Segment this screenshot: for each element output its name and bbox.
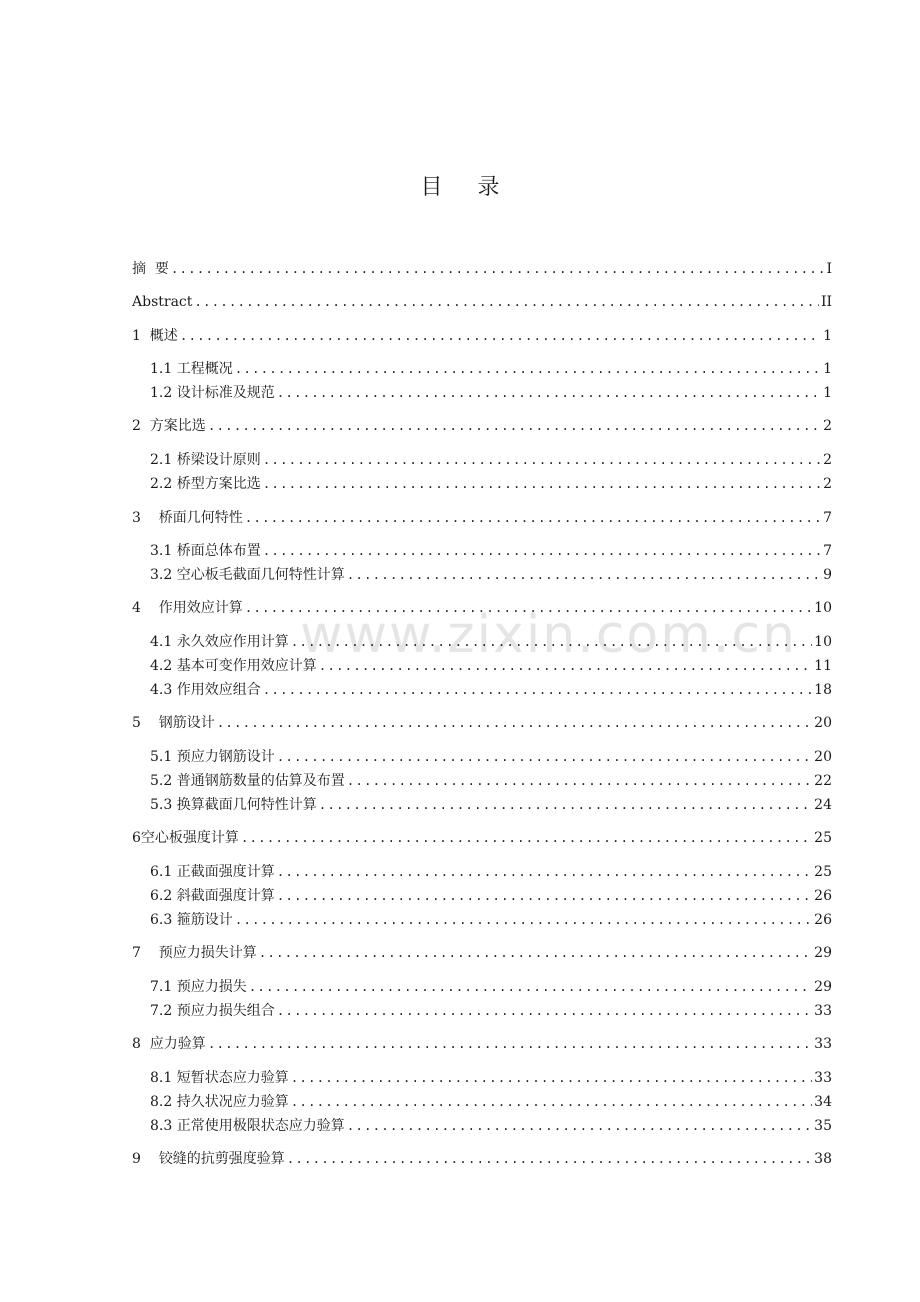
toc-dot-leader: [291, 1067, 812, 1089]
toc-entry-page: 29: [814, 945, 832, 961]
toc-entry-label: 6空心板强度计算: [132, 830, 239, 846]
toc-entry-page: 26: [814, 888, 832, 904]
toc-dot-leader: [259, 942, 812, 964]
toc-entry-label: 2.1 桥梁设计原则: [150, 452, 261, 468]
toc-entry[interactable]: [132, 1033, 832, 1055]
toc-entry[interactable]: [150, 564, 832, 586]
toc-entry[interactable]: [150, 655, 832, 677]
toc-dot-leader: [319, 794, 812, 816]
toc-entry-label: 7.2 预应力损失组合: [150, 1003, 275, 1019]
toc-entry[interactable]: [150, 473, 832, 495]
toc-entry-label: 1 概述: [132, 328, 178, 344]
toc-dot-leader: [277, 1000, 812, 1022]
toc-entry-label: 4.3 作用效应组合: [150, 682, 261, 698]
toc-entry-label: 5 钢筋设计: [132, 715, 215, 731]
toc-dot-leader: [347, 1115, 812, 1137]
toc-entry[interactable]: [150, 358, 832, 380]
toc-entry-page: 10: [814, 600, 832, 616]
toc-dot-leader: [347, 770, 812, 792]
toc-entry-label: 8.3 正常使用极限状态应力验算: [150, 1118, 345, 1134]
toc-entry[interactable]: [150, 885, 832, 907]
toc-entry-page: 35: [814, 1118, 832, 1134]
toc-entry-page: 10: [814, 634, 832, 650]
toc-entry[interactable]: [132, 712, 832, 734]
toc-entry-page: 18: [814, 682, 832, 698]
toc-entry[interactable]: [150, 976, 832, 998]
toc-entry-label: 6.1 正截面强度计算: [150, 864, 275, 880]
toc-entry[interactable]: [150, 631, 832, 653]
toc-entry-label: 7 预应力损失计算: [132, 945, 257, 961]
toc-entry-page: 33: [814, 1070, 832, 1086]
toc-entry-label: 摘 要: [132, 261, 169, 277]
toc-entry[interactable]: [132, 507, 832, 529]
toc-entry[interactable]: [132, 325, 832, 347]
toc-entry-page: 1: [823, 328, 832, 344]
toc-entry-label: Abstract: [132, 294, 193, 310]
toc-entry-label: 3.2 空心板毛截面几何特性计算: [150, 567, 345, 583]
toc-dot-leader: [277, 382, 821, 404]
toc-entry[interactable]: [132, 597, 832, 619]
toc-entry-label: 1.1 工程概况: [150, 361, 233, 377]
toc-dot-leader: [319, 655, 812, 677]
toc-entry-page: 33: [814, 1003, 832, 1019]
toc-dot-leader: [208, 1033, 812, 1055]
toc-entry-page: 29: [814, 979, 832, 995]
toc-entry[interactable]: [150, 540, 832, 562]
toc-entry-page: 2: [823, 476, 832, 492]
toc-entry-page: 25: [814, 830, 832, 846]
toc-entry[interactable]: [150, 1091, 832, 1113]
toc-dot-leader: [180, 325, 821, 347]
toc-entry-page: 34: [814, 1094, 832, 1110]
toc-entry-label: 8 应力验算: [132, 1036, 206, 1052]
toc-entry-label: 4.1 永久效应作用计算: [150, 634, 289, 650]
toc-entry-label: 6.3 箍筋设计: [150, 912, 233, 928]
toc-entry-page: 2: [823, 452, 832, 468]
toc-entry-page: 33: [814, 1036, 832, 1052]
toc-entry-page: 11: [814, 658, 832, 674]
toc-dot-leader: [263, 540, 821, 562]
toc-entry[interactable]: [132, 258, 832, 280]
toc-entry-label: 5.1 预应力钢筋设计: [150, 749, 275, 765]
toc-entry-page: 2: [823, 418, 832, 434]
toc-entry-page: 24: [814, 797, 832, 813]
toc-entry-label: 2.2 桥型方案比选: [150, 476, 261, 492]
toc-entry-label: 1.2 设计标准及规范: [150, 385, 275, 401]
toc-entry-page: 20: [814, 749, 832, 765]
toc-entry-page: 25: [814, 864, 832, 880]
toc-entry[interactable]: [150, 770, 832, 792]
toc-entry-label: 2 方案比选: [132, 418, 206, 434]
toc-entry[interactable]: [132, 827, 832, 849]
toc-entry[interactable]: [150, 1067, 832, 1089]
toc-dot-leader: [263, 473, 821, 495]
toc-entry[interactable]: [132, 942, 832, 964]
toc-entry[interactable]: [132, 291, 832, 313]
toc-dot-leader: [245, 507, 821, 529]
toc-entry-label: 7.1 预应力损失: [150, 979, 247, 995]
toc-entry-page: 7: [823, 543, 832, 559]
toc-dot-leader: [347, 564, 821, 586]
toc-dot-leader: [291, 1091, 812, 1113]
toc-entry[interactable]: [150, 382, 832, 404]
toc-entry-page: 9: [823, 567, 832, 583]
toc-entry[interactable]: [150, 746, 832, 768]
toc-dot-leader: [217, 712, 812, 734]
toc-entry[interactable]: [150, 679, 832, 701]
watermark: www.zixin.com.cn: [300, 605, 797, 665]
toc-entry-page: 20: [814, 715, 832, 731]
toc-entry-page: 38: [814, 1151, 832, 1167]
toc-entry-label: 9 铰缝的抗剪强度验算: [132, 1151, 285, 1167]
toc-dot-leader: [241, 827, 812, 849]
toc-entry-page: 22: [814, 773, 832, 789]
toc-entry-label: 3 桥面几何特性: [132, 510, 243, 526]
toc-dot-leader: [208, 415, 821, 437]
toc-entry-label: 4.2 基本可变作用效应计算: [150, 658, 317, 674]
toc-dot-leader: [235, 909, 812, 931]
toc-entry-label: 5.3 换算截面几何特性计算: [150, 797, 317, 813]
toc-entry[interactable]: [150, 861, 832, 883]
toc-dot-leader: [171, 258, 825, 280]
toc-dot-leader: [194, 291, 819, 313]
toc-entry-page: 1: [823, 361, 832, 377]
toc-entry[interactable]: [150, 794, 832, 816]
page-title: 目 录: [420, 175, 514, 200]
toc-dot-leader: [245, 597, 812, 619]
toc-entry-label: 5.2 普通钢筋数量的估算及布置: [150, 773, 345, 789]
toc-dot-leader: [277, 746, 812, 768]
toc-entry[interactable]: [132, 1148, 832, 1170]
toc-dot-leader: [277, 885, 812, 907]
toc-entry-page: 26: [814, 912, 832, 928]
toc-entry[interactable]: [150, 449, 832, 471]
toc-entry-label: 8.1 短暂状态应力验算: [150, 1070, 289, 1086]
toc-entry-page: I: [826, 261, 832, 277]
toc-dot-leader: [235, 358, 821, 380]
toc-dot-leader: [287, 1148, 812, 1170]
toc-entry[interactable]: [150, 909, 832, 931]
toc-entry-page: II: [820, 294, 832, 310]
toc-dot-leader: [291, 631, 812, 653]
toc-entry-label: 6.2 斜截面强度计算: [150, 888, 275, 904]
toc-entry-label: 3.1 桥面总体布置: [150, 543, 261, 559]
toc-entry-label: 8.2 持久状况应力验算: [150, 1094, 289, 1110]
toc-entry[interactable]: [150, 1000, 832, 1022]
toc-entry[interactable]: [150, 1115, 832, 1137]
toc-entry[interactable]: [132, 415, 832, 437]
toc-dot-leader: [277, 861, 812, 883]
toc-entry-label: 4 作用效应计算: [132, 600, 243, 616]
toc-entry-page: 7: [823, 510, 832, 526]
toc-entry-page: 1: [823, 385, 832, 401]
toc-dot-leader: [263, 449, 821, 471]
toc-dot-leader: [249, 976, 812, 998]
toc-dot-leader: [263, 679, 812, 701]
